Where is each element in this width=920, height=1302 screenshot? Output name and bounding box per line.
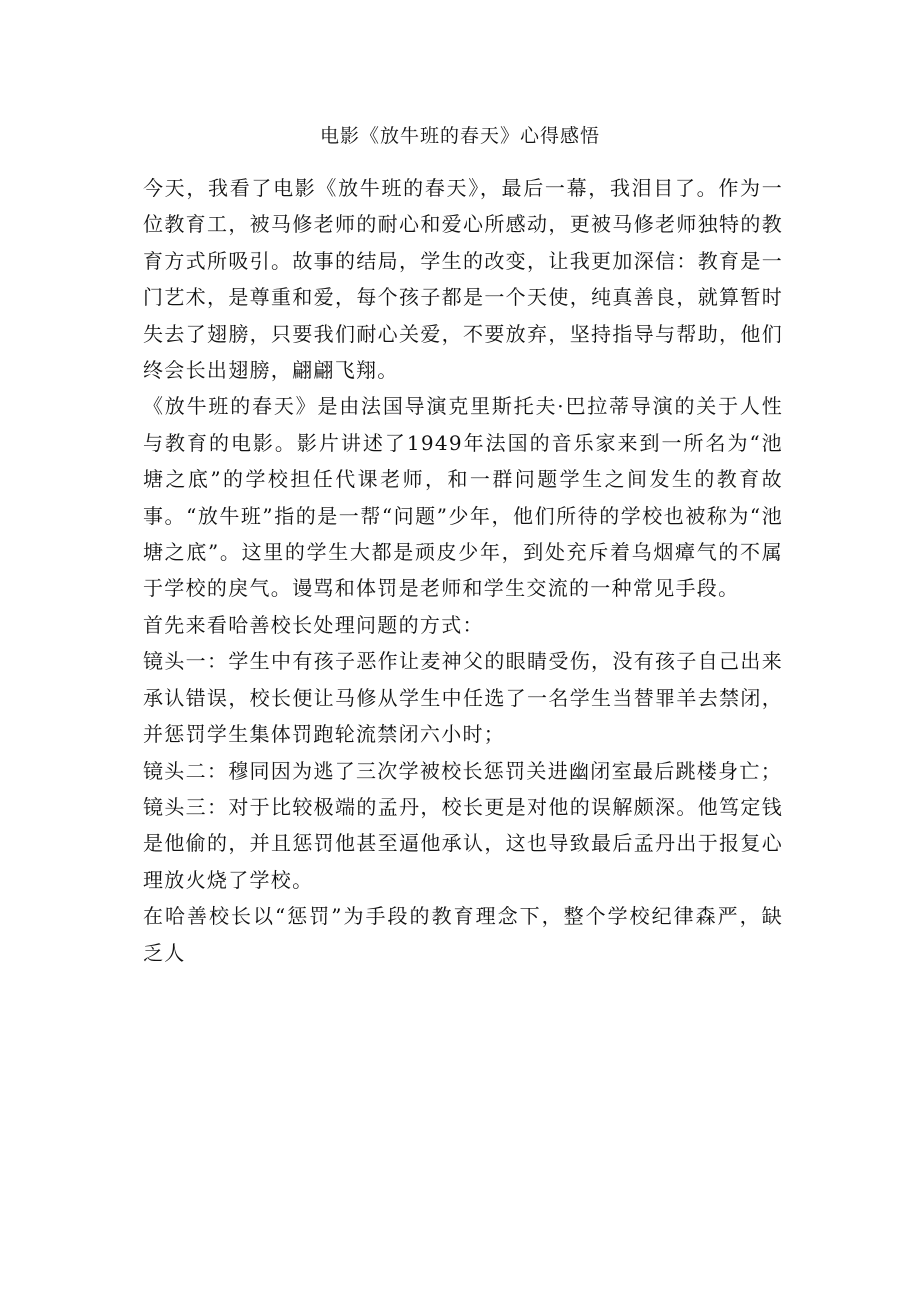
document-title: 电影《放牛班的春天》心得感悟 xyxy=(319,125,600,147)
paragraph-scene-two: 镜头二：穆同因为逃了三次学被校长惩罚关进幽闭室最后跳楼身亡； xyxy=(143,758,782,783)
paragraph-scene-three: 镜头三：对于比较极端的孟丹，校长更是对他的误解颇深。他笃定钱是他偷的，并且惩罚他甚至逼他承认，这也导致最后孟丹出于报复心理放火烧了学校。 xyxy=(143,794,783,892)
paragraph-principal-methods: 首先来看哈善校长处理问题的方式： xyxy=(143,612,484,637)
paragraph-scene-one: 镜头一：学生中有孩子恶作让麦神父的眼睛受伤，没有孩子自己出来承认错误，校长便让马修从学生中任选了一名学生当替罪羊去禁闭，并惩罚学生集体罚跑轮流禁闭六小时； xyxy=(143,649,783,747)
paragraph-film-summary: 《放牛班的春天》是由法国导演克里斯托夫·巴拉蒂导演的关于人性与教育的电影。影片讲述了1949年法国的音乐家来到一所名为“池塘之底”的学校担任代课老师，和一群问题学生之间发生的教育故事。“放牛班”指的是一帮“问题”少年，他们所待的学校也被称为“池塘之底”。这里的学生大都是顽皮少年，到处充斥着乌烟瘴气的不属于学校的戾气。谩骂和体罚是老师和学生交流的一种常见手段。 xyxy=(143,394,783,601)
paragraph-conclusion-partial: 在哈善校长以“惩罚”为手段的教育理念下，整个学校纪律森严，缺乏人 xyxy=(143,904,783,965)
paragraph-intro: 今天，我看了电影《放牛班的春天》，最后一幕，我泪目了。作为一位教育工，被马修老师的耐心和爱心所感动，更被马修老师独特的教育方式所吸引。故事的结局，学生的改变，让我更加深信：教育是一门艺术，是尊重和爱，每个孩子都是一个天使，纯真善良，就算暂时失去了翅膀，只要我们耐心关爱，不要放弃，坚持指导与帮助，他们终会长出翅膀，翩翩飞翔。 xyxy=(143,176,783,383)
document-body xyxy=(143,170,783,971)
